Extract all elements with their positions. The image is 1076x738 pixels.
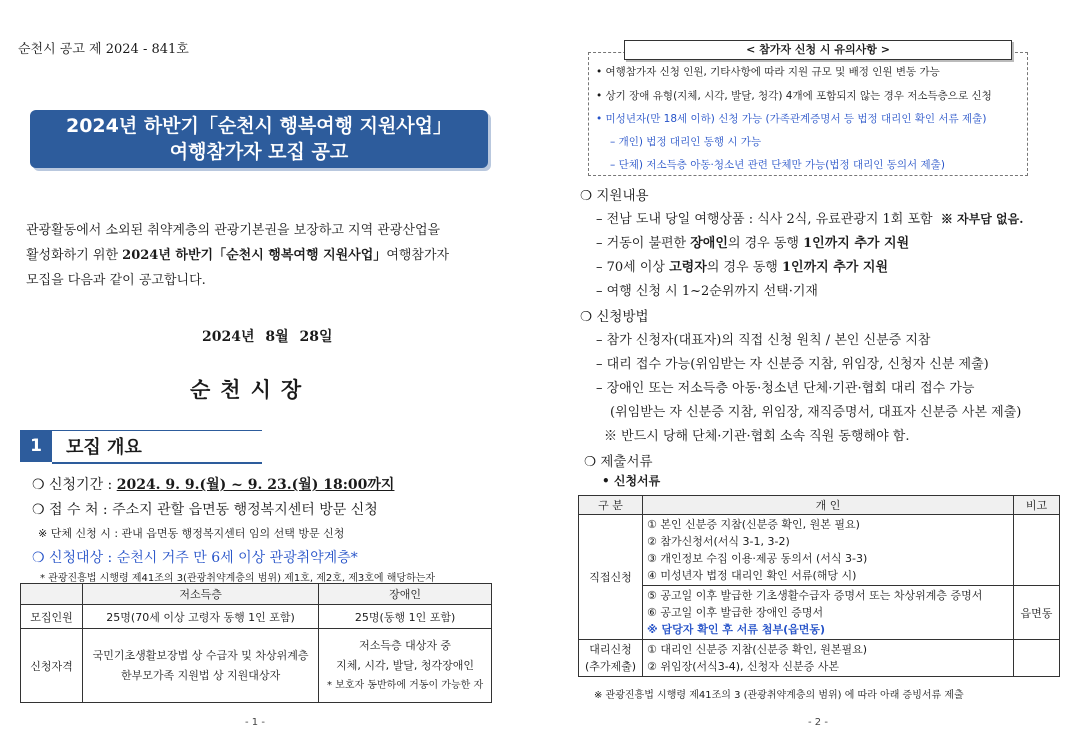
documents-footnote: ※ 관광진흥법 시행령 제41조의 3 (관광취약계층의 범위) 에 따라 아래 증빙서류 제출	[594, 690, 964, 701]
support-item-3: – 70세 이상 고령자의 경우 동행 1인까지 추가 지원	[596, 260, 889, 275]
proxy-docs: ① 대리인 신분증 지참(신분증 확인, 원본필요) ② 위임장(서식3-4), 신청자 신분증 사본	[643, 640, 1014, 677]
caution-title: < 참가자 신청 시 유의사항 >	[624, 40, 1012, 60]
remarks-office: 읍면동	[1014, 586, 1060, 640]
page-number-1: - 1 -	[245, 717, 265, 728]
method-item-4: (위임받는 자 신분증 지참, 위임장, 재직증명서, 대표자 신분증 사본 제출)	[610, 405, 1022, 420]
section-rule-top	[52, 430, 262, 431]
support-heading: ❍ 지원내용	[580, 188, 649, 204]
caution-item-3: • 미성년자(만 18세 이하) 신청 가능 (가족관계증명서 등 법정 대리인 확인 서류 제출)	[596, 113, 987, 125]
notice-date: 2024년 8월 28일	[202, 329, 333, 345]
application-target: ❍ 신청대상 : 순천시 거주 만 6세 이상 관광취약계층*	[32, 550, 358, 566]
issuer-name: 순천시장	[190, 377, 312, 402]
method-item-1: – 참가 신청자(대표자)의 직접 신청 원칙 / 본인 신분증 지참	[596, 333, 931, 348]
method-heading: ❍ 신청방법	[580, 309, 649, 325]
eligibility-disabled: 저소득층 대상자 중 지체, 시각, 발달, 청각장애인 * 보호자 동반하에 거동이 가능한 자	[319, 629, 492, 703]
notice-number: 순천시 공고 제 2024 - 841호	[18, 42, 189, 57]
intro-line-2: 활성화하기 위한 2024년 하반기「순천시 행복여행 지원사업」여행참가자	[26, 248, 450, 263]
capacity-low-income: 25명(70세 이상 고령자 동행 1인 포함)	[83, 605, 319, 629]
documents-subheading: • 신청서류	[602, 474, 661, 488]
col-category: 구 분	[579, 496, 643, 515]
eligibility-low-income: 국민기초생활보장법 상 수급자 및 차상위계층 한부모가족 지원법 상 지원대상자	[83, 629, 319, 703]
caution-item-4: – 개인) 법정 대리인 동행 시 가능	[610, 136, 762, 148]
intro-line-1: 관광활동에서 소외된 취약계층의 관광기본권을 보장하고 지역 관광산업을	[26, 223, 441, 238]
caution-item-1: • 여행참가자 신청 인원, 기타사항에 따라 지원 규모 및 배정 인원 변동 가능	[596, 66, 940, 78]
recruitment-table	[20, 583, 492, 703]
documents-table	[578, 495, 1060, 677]
direct-docs-basic: ① 본인 신분증 지참(신분증 확인, 원본 필요) ② 참가신청서(서식 3-1, 3-2) ③ 개인정보 수집 이용·제공 동의서 (서식 3-3) ④ 미성년자 법정 대리인 확인 서류(해당 시)	[643, 515, 1014, 586]
page-number-2: - 2 -	[808, 717, 828, 728]
section-number: 1	[20, 430, 52, 462]
title-banner	[30, 110, 488, 168]
proxy-application-label: 대리신청 (추가제출)	[579, 640, 643, 677]
title-line-1: 2024년 하반기「순천시 행복여행 지원사업」	[65, 115, 453, 137]
caution-item-2: • 상기 장애 유형(지체, 시각, 발달, 청각) 4개에 포함되지 않는 경우 저소득층으로 신청	[596, 90, 992, 102]
col-individual: 개 인	[643, 496, 1014, 515]
capacity-disabled: 25명(동행 1인 포함)	[319, 605, 492, 629]
documents-heading: ❍ 제출서류	[584, 454, 653, 470]
title-line-2: 여행참가자 모집 공고	[169, 141, 349, 163]
section-title: 모집 개요	[66, 437, 142, 458]
group-application-note: ※ 단체 신청 시 : 관내 읍면동 행정복지센터 임의 선택 방문 신청	[38, 527, 345, 540]
support-item-4: – 여행 신청 시 1~2순위까지 선택·기재	[596, 284, 818, 299]
application-period: ❍ 신청기간 : 2024. 9. 9.(월) ~ 9. 23.(월) 18:00까지	[32, 477, 395, 493]
intro-line-3: 모집을 다음과 같이 공고합니다.	[26, 273, 206, 288]
method-item-2: – 대리 접수 가능(위임받는 자 신분증 지참, 위임장, 신청자 신분 제출)	[596, 357, 989, 372]
method-item-3: – 장애인 또는 저소득층 아동·청소년 단체·기관·협회 대리 접수 가능	[596, 381, 975, 396]
caution-item-5: – 단체) 저소득층 아동·청소년 관련 단체만 가능(법정 대리인 동의서 제출)	[610, 159, 945, 171]
col-disabled: 장애인	[319, 584, 492, 605]
section-rule	[52, 462, 262, 464]
intro-program-name: 2024년 하반기「순천시 행복여행 지원사업」	[122, 248, 387, 263]
support-no-self-pay: ※ 자부담 없음.	[940, 212, 1024, 226]
method-item-5: ※ 반드시 당해 단체·기관·협회 소속 직원 동행해야 함.	[604, 429, 910, 444]
col-low-income: 저소득층	[83, 584, 319, 605]
row-label-capacity: 모집인원	[21, 605, 83, 629]
intro-paragraph	[26, 218, 449, 293]
support-item-2: – 거동이 불편한 장애인의 경우 동행 1인까지 추가 지원	[596, 236, 910, 251]
period-value: 2024. 9. 9.(월) ~ 9. 23.(월) 18:00까지	[116, 477, 395, 493]
row-label-eligibility: 신청자격	[21, 629, 83, 703]
support-item-1: – 전남 도내 당일 여행상품 : 식사 2식, 유료관광지 1회 포함 ※ 자부담 없음.	[596, 212, 1024, 227]
target-footnote: * 관광진흥법 시행령 제41조의 3(관광취약계층의 범위) 제1호, 제2호, 제3호에 해당하는자	[40, 573, 436, 584]
direct-application-label: 직접신청	[579, 515, 643, 640]
direct-docs-proof: ⑤ 공고일 이후 발급한 기초생활수급자 증명서 또는 차상위계층 증명서 ⑥ 공고일 이후 발급한 장애인 증명서 ※ 담당자 확인 후 서류 첨부(읍면동)	[643, 586, 1014, 640]
application-place: ❍ 접 수 처 : 주소지 관할 읍면동 행정복지센터 방문 신청	[32, 502, 378, 518]
col-remarks: 비고	[1014, 496, 1060, 515]
